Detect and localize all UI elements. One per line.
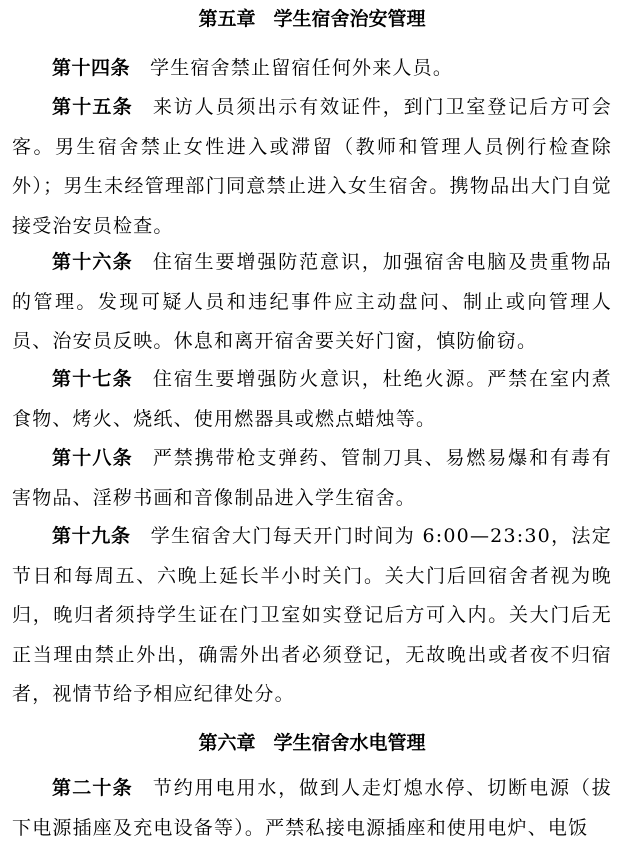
article-15 <box>12 88 612 246</box>
article-text: 节约用电用水，做到人走灯熄水停、切断电源（拔下电源插座及充电设备等）。严禁私接电源插座和使用电炉、电饭 <box>12 777 612 839</box>
article-text: 住宿生要增强防火意识，杜绝火源。严禁在室内煮食物、烤火、烧纸、使用燃器具或燃点蜡烛等。 <box>12 368 612 430</box>
article-number: 第二十条 <box>52 777 133 799</box>
article-text: 学生宿舍大门每天开门时间为 6:00—23:30，法定节日和每周五、六晚上延长半小时关门。关大门后回宿舍者视为晚归，晚归者须持学生证在门卫室如实登记后方可入内。关大门后无正当理由禁止外出，确需外出者必须登记，无故晚出或者夜不归宿者，视情节给予相应纪律处分。 <box>12 525 612 705</box>
chapter-number: 第六章 <box>198 732 256 754</box>
article-16 <box>12 243 612 362</box>
article-19 <box>12 517 612 715</box>
article-number: 第十九条 <box>52 525 131 547</box>
article-number: 第十四条 <box>52 57 131 79</box>
article-14 <box>12 0 612 89</box>
article-number: 第十六条 <box>52 251 133 273</box>
article-text: 住宿生要增强防范意识，加强宿舍电脑及贵重物品的管理。发现可疑人员和违纪事件应主动盘问、制止或向管理人员、治安员反映。休息和离开宿舍要关好门窗，慎防偷窃。 <box>12 251 612 352</box>
article-text: 严禁携带枪支弹药、管制刀具、易燃易爆和有毒有害物品、淫秽书画和音像制品进入学生宿舍。 <box>12 447 612 509</box>
article-number: 第十八条 <box>52 447 133 469</box>
article-17 <box>12 360 612 439</box>
article-18 <box>12 439 612 518</box>
article-number: 第十五条 <box>52 96 133 118</box>
chapter-title: 学生宿舍水电管理 <box>273 732 426 754</box>
chapter-title: 学生宿舍治安管理 <box>273 8 426 30</box>
article-20 <box>12 769 612 848</box>
article-text: 来访人员须出示有效证件，到门卫室登记后方可会客。男生宿舍禁止女性进入或滞留（教师和管理人员例行检查除外）；男生未经管理部门同意禁止进入女生宿舍。携物品出大门自觉接受治安员检查。 <box>12 96 612 237</box>
chapter-number: 第五章 <box>198 8 256 30</box>
article-text: 学生宿舍禁止留宿任何外来人员。 <box>150 57 454 79</box>
article-number: 第十七条 <box>52 368 133 390</box>
chapter-heading <box>12 728 612 758</box>
